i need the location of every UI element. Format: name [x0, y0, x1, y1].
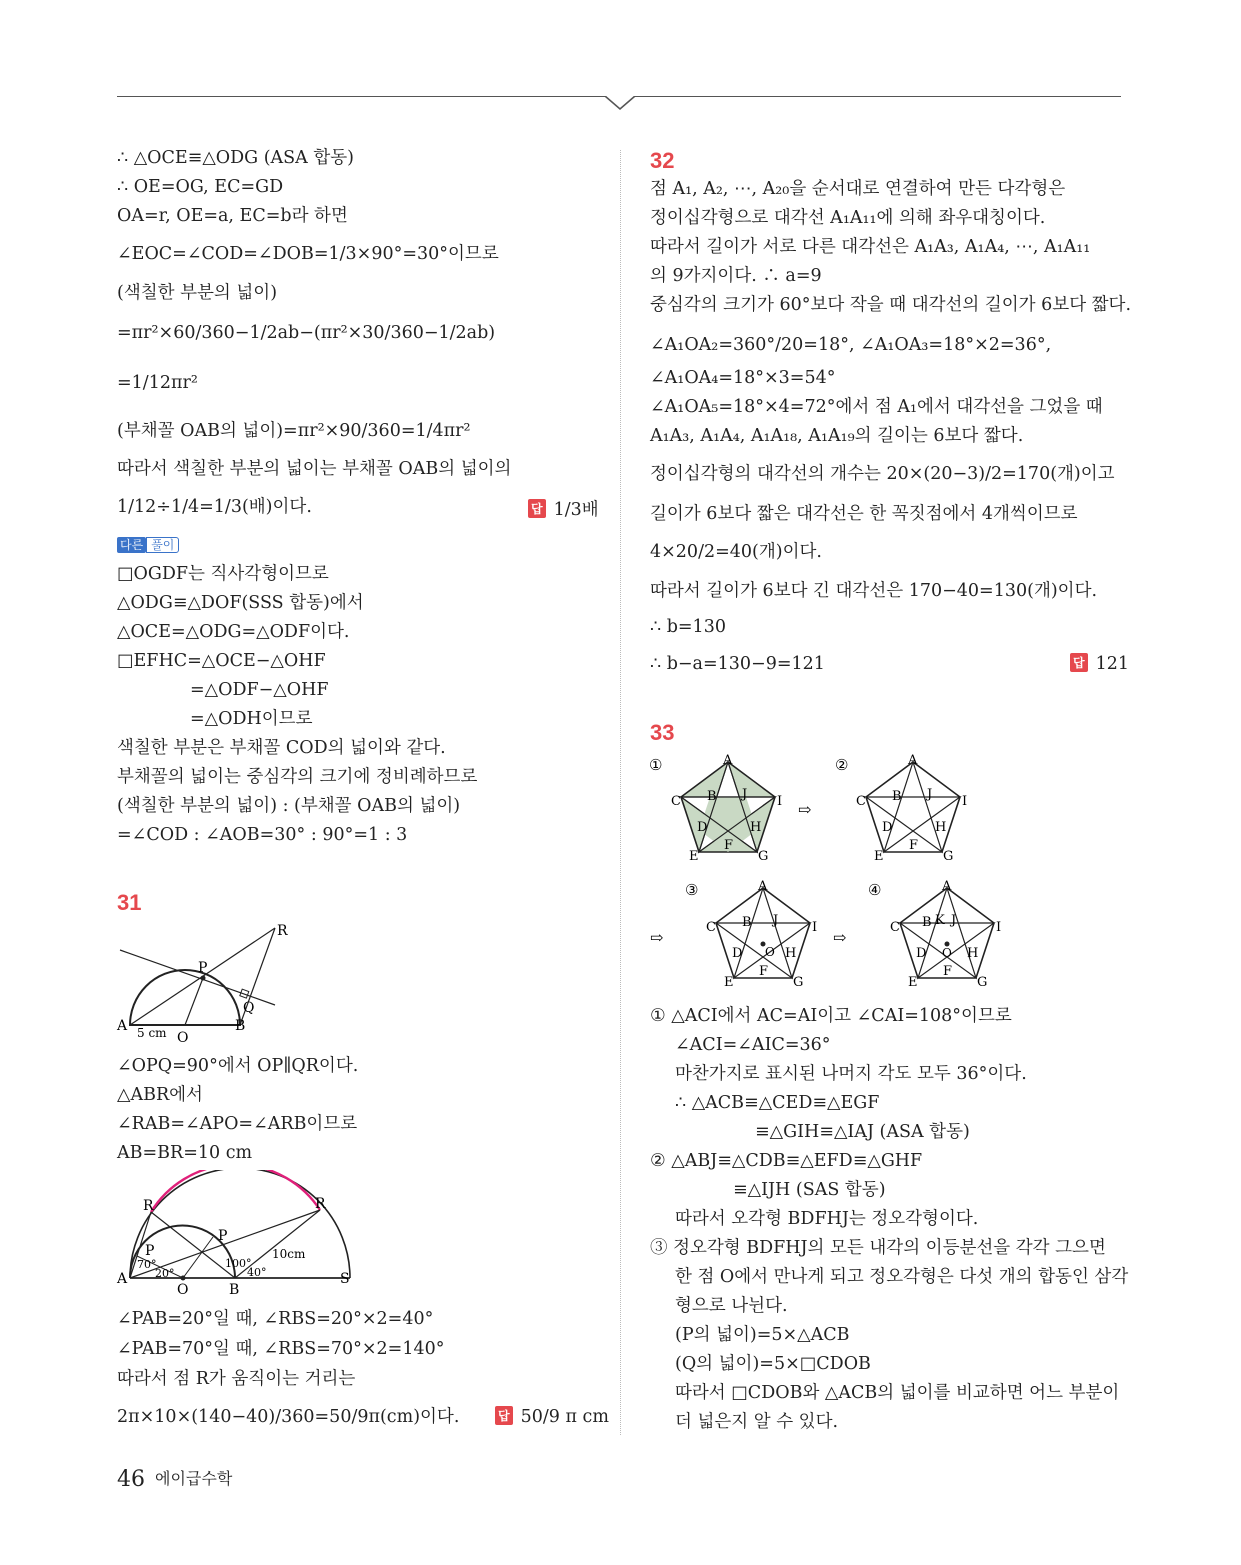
label: H [967, 946, 979, 961]
text-line: ≡△IJH (SAS 합동) [733, 1180, 886, 1200]
text-line: ≡△GIH≡△IAJ (ASA 합동) [755, 1122, 970, 1142]
text-line: ∠OPQ=90°에서 OP∥QR이다. [117, 1056, 359, 1076]
answer-32: 답 121 [1070, 653, 1129, 674]
text-line: ② △ABJ≡△CDB≡△EFD≡△GHF [650, 1151, 923, 1171]
text-line: ∴ b=130 [650, 617, 726, 637]
label: J [742, 787, 748, 802]
text-line: (P의 넓이)=5×△ACB [675, 1325, 850, 1345]
marker: ③ [685, 881, 699, 899]
label: B [235, 1018, 246, 1034]
answer-badge: 답 [495, 1406, 513, 1425]
label: 20° [155, 1267, 175, 1280]
text-line: ∴ △ACB≡△CED≡△EGF [675, 1093, 880, 1113]
figure-31-arc-path [115, 1170, 365, 1300]
label: D [732, 946, 743, 961]
label: R [277, 923, 288, 939]
alt-solution-badge: 다른 풀이 [117, 536, 179, 553]
text-line: □EFHC=△OCE−△OHF [117, 651, 326, 671]
text-line: A₁A₃, A₁A₄, A₁A₁₈, A₁A₁₉의 길이는 6보다 짧다. [650, 426, 1024, 446]
marker: ① [649, 756, 663, 774]
figure-33-pentagons [645, 750, 1125, 995]
text-line: (Q의 넓이)=5×□CDOB [675, 1354, 871, 1374]
label: P [145, 1243, 155, 1259]
label: I [962, 794, 968, 809]
label: O [177, 1282, 189, 1298]
text-line: △ODG≡△DOF(SSS 합동)에서 [117, 593, 364, 613]
label: C [671, 794, 681, 809]
label: A [723, 753, 733, 768]
text-line: 한 점 O에서 만나게 되고 정오각형은 다섯 개의 합동인 삼각 [675, 1267, 1129, 1287]
text-line: 따라서 길이가 6보다 긴 대각선은 170−40=130(개)이다. [650, 581, 1098, 601]
text-line: ∴ b−a=130−9=121 [650, 654, 825, 674]
text-line: 2π×10×(140−40)/360=50/9π(cm)이다. [117, 1407, 460, 1427]
marker: ④ [868, 881, 882, 899]
label: B [922, 915, 932, 930]
text-line: 길이가 6보다 짧은 대각선은 한 꼭짓점에서 4개씩이므로 [650, 504, 1078, 524]
text-line: 점 A₁, A₂, ⋯, A₂₀을 순서대로 연결하여 만든 다각형은 [650, 179, 1066, 199]
text-line: ∠EOC=∠COD=∠DOB=1/3×90°=30°이므로 [117, 244, 499, 264]
label: E [689, 849, 699, 864]
label: G [977, 975, 988, 990]
label: A [117, 1018, 128, 1034]
book-title: 에이급수학 [155, 1469, 233, 1488]
arrow: ⇨ [798, 800, 812, 819]
text-line: △ABR에서 [117, 1085, 203, 1105]
label: P [218, 1228, 228, 1244]
label: G [943, 849, 954, 864]
label: E [724, 975, 734, 990]
answer-31: 답 50/9 π cm [495, 1406, 609, 1427]
label: 40° [247, 1266, 267, 1279]
text-line: =πr²×60/360−1/2ab−(πr²×30/360−1/2ab) [117, 323, 496, 343]
label: I [812, 920, 818, 935]
label: A [758, 879, 768, 894]
text-line: 정이십각형으로 대각선 A₁A₁₁에 의해 좌우대칭이다. [650, 208, 1046, 228]
label: 5 cm [137, 1026, 167, 1040]
problem-number-32: 32 [650, 148, 675, 173]
text-line: ∠RAB=∠APO=∠ARB이므로 [117, 1114, 358, 1134]
label: B [229, 1282, 240, 1298]
text-line: □OGDF는 직사각형이므로 [117, 564, 329, 584]
label: C [890, 920, 900, 935]
text-line: ∠A₁OA₄=18°×3=54° [650, 368, 836, 388]
text-line: ∠PAB=70°일 때, ∠RBS=70°×2=140° [117, 1339, 445, 1359]
text-line: ∠A₁OA₂=360°/20=18°, ∠A₁OA₃=18°×2=36°, [650, 335, 1052, 355]
label: 70° [137, 1258, 157, 1271]
label: D [697, 820, 708, 835]
label: K [935, 913, 945, 928]
text-line: 색칠한 부분은 부채꼴 COD의 넓이와 같다. [117, 738, 446, 758]
label: J [951, 913, 957, 928]
label: B [892, 789, 902, 804]
text-line: ∴ △OCE≡△ODG (ASA 합동) [117, 148, 354, 168]
label: H [785, 946, 797, 961]
text-line: 더 넓은지 알 수 있다. [675, 1412, 839, 1432]
text-line: 따라서 □CDOB와 △ACB의 넓이를 비교하면 어느 부분이 [675, 1383, 1120, 1403]
label: F [724, 838, 734, 853]
text-line: 의 9가지이다. ∴ a=9 [650, 266, 822, 286]
label: R [143, 1198, 154, 1214]
answer-30: 답 1/3배 [528, 496, 599, 521]
label: E [874, 849, 884, 864]
text-line: AB=BR=10 cm [117, 1143, 253, 1163]
answer-badge: 답 [528, 499, 546, 518]
text-line: (색칠한 부분의 넓이) [117, 283, 278, 303]
label: P [198, 960, 208, 976]
label: B [707, 789, 717, 804]
label: G [758, 849, 769, 864]
page-footer [117, 1466, 232, 1492]
text-line: 중심각의 크기가 60°보다 작을 때 대각선의 길이가 6보다 짧다. [650, 295, 1132, 315]
label: I [996, 920, 1002, 935]
answer-badge: 답 [1070, 653, 1088, 672]
text-line: =1/12πr² [117, 373, 198, 393]
label: C [856, 794, 866, 809]
label: E [908, 975, 918, 990]
label: O [765, 945, 775, 959]
text-line: 따라서 길이가 서로 다른 대각선은 A₁A₃, A₁A₄, ⋯, A₁A₁₁ [650, 237, 1091, 257]
text-line: 4×20/2=40(개)이다. [650, 542, 822, 562]
label: F [759, 964, 769, 979]
label: C [706, 920, 716, 935]
text-line: ∠ACI=∠AIC=36° [675, 1035, 831, 1055]
problem-number-31: 31 [117, 890, 142, 915]
label: H [750, 820, 762, 835]
text-line: (부채꼴 OAB의 넓이)=πr²×90/360=1/4πr² [117, 421, 471, 441]
text-line: 따라서 점 R가 움직이는 거리는 [117, 1369, 356, 1389]
text-line: =△ODF−△OHF [190, 680, 329, 700]
label: 100° [225, 1257, 252, 1270]
label: A [942, 879, 952, 894]
label: O [942, 946, 952, 960]
text-line: ∴ OE=OG, EC=GD [117, 177, 284, 197]
text-line: ① △ACI에서 AC=AI이고 ∠CAI=108°이므로 [650, 1006, 1012, 1026]
column-divider [620, 150, 621, 1435]
label: 10cm [272, 1247, 306, 1261]
problem-number-33: 33 [650, 720, 675, 745]
label: A [117, 1271, 128, 1287]
label: B [742, 915, 752, 930]
label: H [935, 820, 947, 835]
text-line: 정이십각형의 대각선의 개수는 20×(20−3)/2=170(개)이고 [650, 464, 1115, 484]
label: F [909, 838, 919, 853]
label: O [177, 1030, 189, 1045]
text-line: ③ 정오각형 BDFHJ의 모든 내각의 이등분선을 각각 그으면 [650, 1238, 1106, 1258]
label: S [340, 1271, 350, 1287]
text-line: 따라서 색칠한 부분의 넓이는 부채꼴 OAB의 넓이의 [117, 459, 512, 479]
label: D [882, 820, 893, 835]
label: I [777, 794, 783, 809]
text-line: ∠PAB=20°일 때, ∠RBS=20°×2=40° [117, 1309, 434, 1329]
notch-marker [603, 96, 637, 112]
text-line: (색칠한 부분의 넓이) : (부채꼴 OAB의 넓이) [117, 796, 461, 816]
label: G [793, 975, 804, 990]
page-number: 46 [117, 1467, 145, 1492]
label: D [916, 946, 927, 961]
label: J [927, 787, 933, 802]
text-line: 따라서 오각형 BDFHJ는 정오각형이다. [675, 1209, 979, 1229]
label: F [943, 964, 953, 979]
text-line: =∠COD : ∠AOB=30° : 90°=1 : 3 [117, 825, 408, 845]
text-line: OA=r, OE=a, EC=b라 하면 [117, 206, 348, 226]
text-line: 형으로 나뉜다. [675, 1296, 788, 1316]
arrow: ⇨ [833, 928, 847, 947]
arrow: ⇨ [650, 928, 664, 947]
marker: ② [835, 756, 849, 774]
text-line: ∠A₁OA₅=18°×4=72°에서 점 A₁에서 대각선을 그었을 때 [650, 397, 1103, 417]
text-line: 1/12÷1/4=1/3(배)이다. [117, 497, 312, 517]
label: J [773, 913, 779, 928]
label: Q [243, 1000, 255, 1016]
label: R [315, 1196, 326, 1212]
text-line: 부채꼴의 넓이는 중심각의 크기에 정비례하므로 [117, 767, 478, 787]
text-line: △OCE=△ODG=△ODF이다. [117, 622, 350, 642]
label: A [908, 753, 918, 768]
text-line: =△ODH이므로 [190, 709, 313, 729]
figure-31-semicircle [115, 920, 315, 1045]
text-line: 마찬가지로 표시된 나머지 각도 모두 36°이다. [675, 1064, 1027, 1084]
